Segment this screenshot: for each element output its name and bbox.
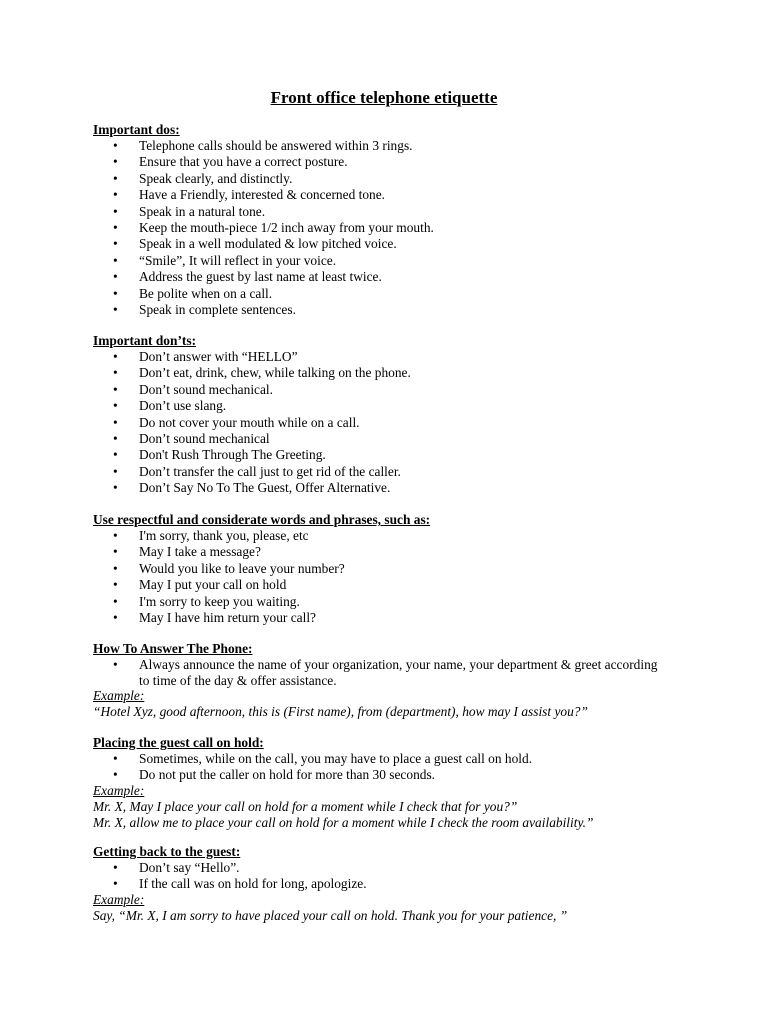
- document-title: Front office telephone etiquette: [270, 88, 498, 107]
- list-item: • Don’t use slang.: [93, 398, 411, 414]
- list-item: • Have a Friendly, interested & concerned tone.: [93, 187, 434, 203]
- list-item: • Do not put the caller on hold for more than 30 seconds.: [93, 767, 532, 783]
- list-how-to-answer: [93, 657, 659, 690]
- heading-respectful-phrases: Use respectful and considerate words and phrases, such as:: [93, 512, 431, 527]
- list-item: • “Smile”, It will reflect in your voice.: [93, 253, 434, 269]
- example-text: “Hotel Xyz, good afternoon, this is (First name), from (department), how may I assist you?”: [93, 704, 588, 719]
- heading-getting-back: Getting back to the guest:: [93, 844, 241, 859]
- list-item: • May I take a message?: [93, 544, 345, 560]
- example-text: Say, “Mr. X, I am sorry to have placed your call on hold. Thank you for your patience, ”: [93, 908, 568, 923]
- list-item: • Do not cover your mouth while on a call.: [93, 415, 411, 431]
- list-item: • Don’t Say No To The Guest, Offer Alternative.: [93, 480, 411, 496]
- list-item: • Speak clearly, and distinctly.: [93, 171, 434, 187]
- list-item: • Don’t sound mechanical.: [93, 382, 411, 398]
- list-item: • Don’t sound mechanical: [93, 431, 411, 447]
- list-item: • Always announce the name of your organization, your name, your department & greet according to time of the day & offer assistance.: [93, 657, 659, 690]
- heading-important-donts: Important don’ts:: [93, 333, 197, 348]
- list-item: • Don’t transfer the call just to get rid of the caller.: [93, 464, 411, 480]
- list-item: • I'm sorry, thank you, please, etc: [93, 528, 345, 544]
- heading-placing-on-hold: Placing the guest call on hold:: [93, 735, 264, 750]
- list-item: • I'm sorry to keep you waiting.: [93, 594, 345, 610]
- list-item: • Address the guest by last name at least twice.: [93, 269, 434, 285]
- list-important-donts: [93, 349, 411, 497]
- list-item: • Speak in complete sentences.: [93, 302, 434, 318]
- list-item: • Don’t answer with “HELLO”: [93, 349, 411, 365]
- example-text: Mr. X, May I place your call on hold for a moment while I check that for you?”: [93, 799, 518, 814]
- example-label: Example:: [93, 783, 145, 798]
- list-item: • Sometimes, while on the call, you may have to place a guest call on hold.: [93, 751, 532, 767]
- example-label: Example:: [93, 892, 145, 907]
- list-item: • Don't Rush Through The Greeting.: [93, 447, 411, 463]
- list-item: • Would you like to leave your number?: [93, 561, 345, 577]
- heading-important-dos: Important dos:: [93, 122, 180, 137]
- list-item: • Don’t eat, drink, chew, while talking on the phone.: [93, 365, 411, 381]
- list-item: • Be polite when on a call.: [93, 286, 434, 302]
- example-text: Mr. X, allow me to place your call on hold for a moment while I check the room availability.”: [93, 815, 594, 830]
- list-item: • May I put your call on hold: [93, 577, 345, 593]
- list-item: • Telephone calls should be answered within 3 rings.: [93, 138, 434, 154]
- list-item: • Keep the mouth-piece 1/2 inch away from your mouth.: [93, 220, 434, 236]
- list-placing-on-hold: [93, 751, 532, 784]
- list-item: • Speak in a well modulated & low pitched voice.: [93, 236, 434, 252]
- list-respectful-phrases: [93, 528, 345, 626]
- list-item: • Ensure that you have a correct posture.: [93, 154, 434, 170]
- example-label: Example:: [93, 688, 145, 703]
- list-item: • If the call was on hold for long, apologize.: [93, 876, 367, 892]
- list-item: • May I have him return your call?: [93, 610, 345, 626]
- list-important-dos: [93, 138, 434, 318]
- list-item: • Speak in a natural tone.: [93, 204, 434, 220]
- list-item: • Don’t say “Hello”.: [93, 860, 367, 876]
- heading-how-to-answer: How To Answer The Phone:: [93, 641, 253, 656]
- list-getting-back: [93, 860, 367, 893]
